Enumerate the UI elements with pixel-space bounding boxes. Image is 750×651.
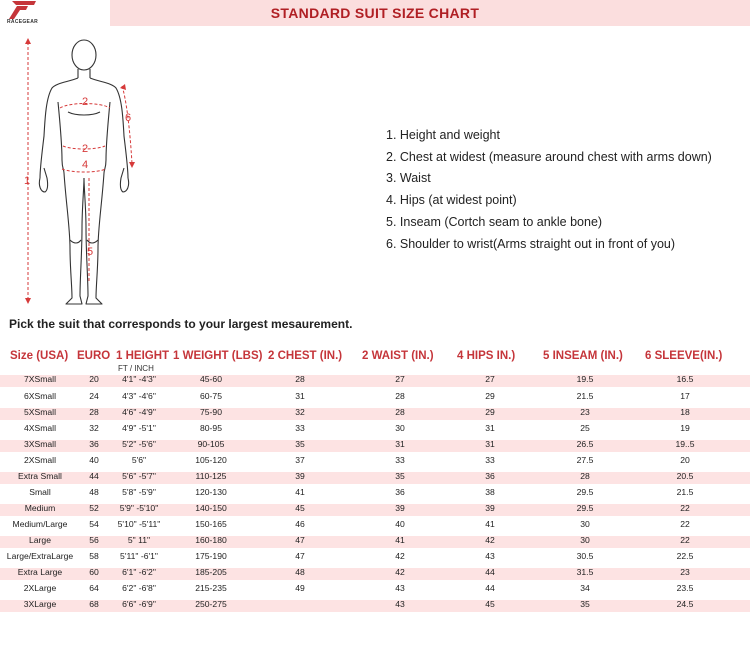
table-row [0, 598, 750, 614]
cell-chest: 48 [295, 567, 305, 577]
cell-sleeve: 22 [680, 535, 690, 545]
cell-size: 4XSmall [24, 423, 56, 433]
cell-sleeve: 19..5 [675, 439, 695, 449]
cell-height: 5'9" -5'10" [119, 503, 159, 513]
cell-weight: 120-130 [195, 487, 227, 497]
cell-size: Medium [24, 503, 56, 513]
header-weight: 1 WEIGHT (LBS) [173, 350, 263, 362]
cell-sleeve: 20.5 [676, 471, 694, 481]
cell-weight: 110-125 [195, 471, 227, 481]
cell-hips: 39 [485, 503, 495, 513]
cell-euro: 20 [89, 374, 99, 384]
cell-size: Extra Small [18, 471, 62, 481]
cell-weight: 185-205 [195, 567, 227, 577]
legend-item: 6. Shoulder to wrist(Arms straight out in front of you) [386, 236, 676, 251]
cell-hips: 44 [485, 583, 495, 593]
legend-item: 3. Waist [386, 171, 431, 186]
cell-hips: 31 [485, 423, 495, 433]
header-size: Size (USA) [10, 350, 69, 362]
header-chest: 2 CHEST (IN.) [268, 350, 343, 362]
body-measurement-diagram [0, 28, 180, 313]
cell-chest: 28 [295, 374, 305, 384]
cell-inseam: 31.5 [576, 567, 594, 577]
measurement-label-6: 6 [125, 112, 132, 124]
cell-sleeve: 16.5 [676, 374, 694, 384]
cell-chest: 47 [295, 535, 305, 545]
header-inseam: 5 INSEAM (IN.) [543, 350, 623, 362]
cell-weight: 160-180 [195, 535, 227, 545]
cell-height: 6'6" -6'9" [122, 599, 156, 609]
measurement-label-4: 4 [82, 159, 89, 171]
header [0, 0, 750, 26]
cell-hips: 31 [485, 439, 495, 449]
cell-hips: 45 [485, 599, 495, 609]
table-row [0, 373, 750, 389]
cell-height: 5'6" [131, 455, 147, 465]
cell-euro: 36 [89, 439, 99, 449]
body-figure [0, 28, 180, 313]
header-sleeve: 6 SLEEVE(IN.) [645, 350, 723, 362]
cell-waist: 27 [395, 374, 405, 384]
cell-waist: 39 [395, 503, 405, 513]
cell-waist: 35 [395, 471, 405, 481]
cell-size: 2XLarge [23, 583, 57, 593]
table-row [0, 454, 750, 470]
cell-weight: 250-275 [195, 599, 227, 609]
cell-sleeve: 22 [680, 519, 690, 529]
measurement-label-1: 1 [24, 175, 31, 187]
cell-waist: 43 [395, 583, 405, 593]
cell-sleeve: 21.5 [676, 487, 694, 497]
cell-weight: 60-75 [200, 391, 222, 401]
table-row [0, 438, 750, 454]
cell-height: 5'11" -6'1" [120, 551, 158, 561]
cell-inseam: 35 [580, 599, 590, 609]
cell-chest: 39 [295, 471, 305, 481]
legend-item: 4. Hips (at widest point) [386, 193, 517, 208]
cell-sleeve: 18 [680, 407, 690, 417]
header-waist: 2 WAIST (IN.) [362, 350, 434, 362]
cell-waist: 42 [395, 567, 405, 577]
cell-weight: 140-150 [195, 503, 227, 513]
cell-chest: 31 [295, 391, 305, 401]
instruction-text: Pick the suit that corresponds to your largest mesaurement. [9, 317, 353, 331]
cell-inseam: 19.5 [576, 374, 594, 384]
cell-sleeve: 17 [680, 391, 690, 401]
cell-size: Large/ExtraLarge [6, 551, 74, 561]
cell-sleeve: 20 [680, 455, 690, 465]
cell-sleeve: 19 [680, 423, 690, 433]
cell-height: 5'6" -5'7" [122, 471, 156, 481]
legend-item: 1. Height and weight [386, 128, 500, 142]
cell-chest: 46 [295, 519, 305, 529]
cell-size: Small [29, 487, 51, 497]
cell-size: 3XLarge [23, 599, 57, 609]
table-row [0, 518, 750, 534]
cell-hips: 27 [485, 374, 495, 384]
cell-height: 6'2" -6'8" [122, 583, 156, 593]
cell-chest: 32 [295, 407, 305, 417]
table-row [0, 566, 750, 582]
cell-size: 6XSmall [24, 391, 56, 401]
table-row [0, 550, 750, 566]
cell-euro: 64 [89, 583, 99, 593]
cell-height: 5" 11" [127, 535, 151, 545]
cell-chest: 35 [295, 439, 305, 449]
measurement-label-2: 2 [82, 96, 89, 108]
cell-inseam: 28 [580, 471, 590, 481]
measurement-legend [386, 125, 746, 255]
cell-waist: 33 [395, 455, 405, 465]
cell-weight: 45-60 [200, 374, 222, 384]
cell-euro: 60 [89, 567, 99, 577]
cell-chest: 49 [295, 583, 305, 593]
table-row [0, 502, 750, 518]
cell-inseam: 30.5 [576, 551, 594, 561]
cell-weight: 175-190 [195, 551, 227, 561]
cell-euro: 54 [89, 519, 99, 529]
cell-size: 2XSmall [24, 455, 56, 465]
cell-height: 4'1" -4'3" [122, 374, 156, 384]
table-row [0, 486, 750, 502]
cell-euro: 44 [89, 471, 99, 481]
cell-chest: 41 [295, 487, 305, 497]
header-hips: 4 HIPS IN.) [457, 350, 516, 362]
cell-sleeve: 24.5 [676, 599, 694, 609]
cell-waist: 43 [395, 599, 405, 609]
cell-size: Large [29, 535, 51, 545]
cell-sleeve: 22 [680, 503, 690, 513]
cell-waist: 40 [395, 519, 405, 529]
cell-waist: 41 [395, 535, 405, 545]
cell-sleeve: 22.5 [676, 551, 694, 561]
legend-item: 5. Inseam (Cortch seam to ankle bone) [386, 214, 603, 229]
table-row [0, 534, 750, 550]
cell-chest: 33 [295, 423, 305, 433]
cell-euro: 58 [89, 551, 99, 561]
cell-euro: 40 [89, 455, 99, 465]
cell-height: 5'8" -5'9" [122, 487, 156, 497]
cell-sleeve: 23 [680, 567, 690, 577]
cell-waist: 42 [395, 551, 405, 561]
cell-inseam: 27.5 [576, 455, 594, 465]
size-table-header [0, 348, 750, 376]
cell-inseam: 34 [580, 583, 590, 593]
cell-size: 5XSmall [24, 407, 56, 417]
cell-inseam: 23 [580, 407, 590, 417]
cell-hips: 43 [485, 551, 495, 561]
cell-euro: 52 [89, 503, 99, 513]
measurement-label-3: 2 [82, 143, 89, 155]
cell-waist: 28 [395, 391, 405, 401]
cell-hips: 29 [485, 407, 495, 417]
cell-euro: 32 [89, 423, 99, 433]
cell-hips: 41 [485, 519, 495, 529]
cell-size: Extra Large [17, 567, 63, 577]
cell-euro: 28 [89, 407, 99, 417]
cell-euro: 56 [89, 535, 99, 545]
cell-height: 4'9" -5'1" [122, 423, 156, 433]
cell-inseam: 29.5 [576, 503, 594, 513]
cell-chest: 45 [295, 503, 305, 513]
cell-hips: 29 [485, 391, 495, 401]
header-height-unit: FT / INCH [118, 364, 154, 373]
cell-weight: 75-90 [200, 407, 222, 417]
cell-height: 4'6" -4'9" [122, 407, 156, 417]
cell-chest: 37 [295, 455, 305, 465]
cell-inseam: 30 [580, 519, 590, 529]
cell-height: 4'3" -4'6" [122, 391, 156, 401]
cell-euro: 24 [89, 391, 99, 401]
cell-inseam: 29.5 [576, 487, 594, 497]
cell-weight: 90-105 [197, 439, 225, 449]
cell-hips: 36 [485, 471, 495, 481]
cell-weight: 80-95 [200, 423, 222, 433]
racegear-logo-icon [4, 0, 38, 20]
cell-hips: 42 [485, 535, 495, 545]
cell-size: 3XSmall [24, 439, 56, 449]
header-euro: EURO [77, 350, 111, 362]
cell-size: Medium/Large [12, 519, 68, 529]
table-row [0, 582, 750, 598]
table-row [0, 470, 750, 486]
cell-waist: 36 [395, 487, 405, 497]
cell-waist: 30 [395, 423, 405, 433]
cell-height: 5'2" -5'6" [122, 439, 156, 449]
cell-euro: 68 [89, 599, 99, 609]
measurement-label-5: 5 [87, 246, 94, 258]
page-title: STANDARD SUIT SIZE CHART [270, 5, 480, 21]
cell-inseam: 30 [580, 535, 590, 545]
cell-hips: 38 [485, 487, 495, 497]
cell-inseam: 21.5 [576, 391, 594, 401]
cell-euro: 48 [89, 487, 99, 497]
table-row [0, 390, 750, 406]
cell-hips: 44 [485, 567, 495, 577]
cell-inseam: 26.5 [576, 439, 594, 449]
header-height: 1 HEIGHT [116, 350, 170, 362]
cell-weight: 105-120 [195, 455, 227, 465]
brand-logo [0, 0, 100, 26]
cell-waist: 28 [395, 407, 405, 417]
cell-height: 5'10" -5'11" [117, 519, 161, 529]
cell-size: 7XSmall [24, 374, 56, 384]
table-row [0, 406, 750, 422]
logo-text: RACEGEAR [7, 19, 39, 25]
legend-item: 2. Chest at widest (measure around chest with arms down) [386, 149, 712, 164]
cell-hips: 33 [485, 455, 495, 465]
cell-weight: 150-165 [195, 519, 227, 529]
table-row [0, 422, 750, 438]
cell-chest: 47 [295, 551, 305, 561]
cell-height: 6'1" -6'2" [122, 567, 156, 577]
cell-inseam: 25 [580, 423, 590, 433]
cell-waist: 31 [395, 439, 405, 449]
cell-weight: 215-235 [195, 583, 227, 593]
cell-sleeve: 23.5 [676, 583, 694, 593]
